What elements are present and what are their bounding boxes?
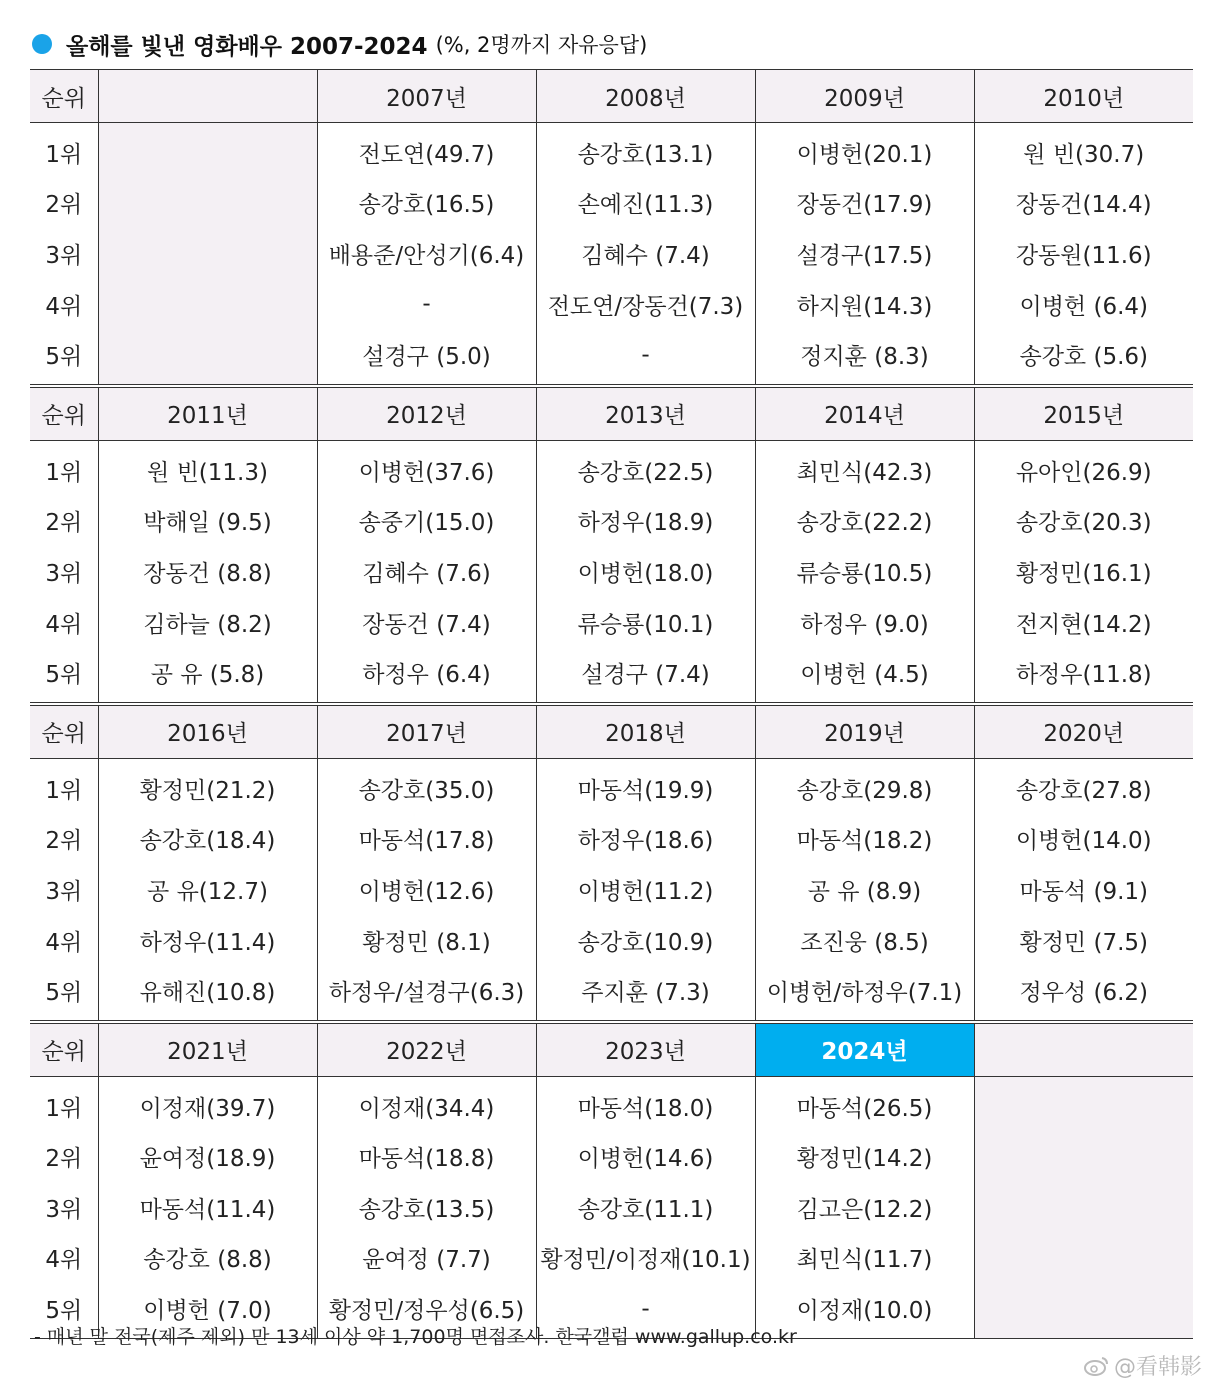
rank-label: 1위 <box>45 141 83 168</box>
actor-cell: 배용준/안성기(6.4) <box>317 228 536 279</box>
actor-cell: 설경구 (5.0) <box>317 329 536 386</box>
actor-cell: 황정민/정우성(6.5) <box>317 1283 536 1338</box>
table-row <box>30 965 1193 1022</box>
rank-label: 5위 <box>45 344 83 371</box>
actor-cell: 이병헌(14.0) <box>974 814 1193 865</box>
table-row <box>30 279 1193 330</box>
actor-cell: 김혜수 (7.6) <box>317 546 536 597</box>
actor-cell: 이병헌(18.0) <box>536 546 755 597</box>
rank-header: 순위 <box>30 70 98 123</box>
blank-cell <box>98 123 317 178</box>
actor-cell: 송중기(15.0) <box>317 496 536 547</box>
actor-cell: - <box>317 279 536 330</box>
year-header: 2017년 <box>317 704 536 759</box>
actor-cell: 황정민(14.2) <box>755 1132 974 1183</box>
rank-label: 2위 <box>45 510 83 537</box>
actor-cell: 송강호(10.9) <box>536 915 755 966</box>
blank-cell <box>974 1132 1193 1183</box>
table-row <box>30 123 1193 178</box>
actor-cell: 정지훈 (8.3) <box>755 329 974 386</box>
actor-cell: 원 빈(11.3) <box>98 440 317 495</box>
actor-cell: 유아인(26.9) <box>974 440 1193 495</box>
year-header: 2013년 <box>536 386 755 441</box>
actor-cell: 장동건 (7.4) <box>317 597 536 648</box>
actor-cell: 손예진(11.3) <box>536 178 755 229</box>
actor-cell: 이정재(34.4) <box>317 1076 536 1131</box>
header-row <box>30 704 1193 759</box>
table-row <box>30 758 1193 813</box>
table-row <box>30 1076 1193 1131</box>
actor-cell: 송강호(35.0) <box>317 758 536 813</box>
actor-cell: 송강호 (5.6) <box>974 329 1193 386</box>
ranking-table <box>30 69 1193 1339</box>
actor-cell: 송강호(20.3) <box>974 496 1193 547</box>
blank-header-cell <box>974 1022 1193 1077</box>
year-header: 2009년 <box>755 70 974 123</box>
actor-cell: 마동석(18.2) <box>755 814 974 865</box>
year-header: 2012년 <box>317 386 536 441</box>
table-block <box>30 1022 1193 1338</box>
actor-cell: 송강호(27.8) <box>974 758 1193 813</box>
actor-cell: 하정우(18.9) <box>536 496 755 547</box>
actor-cell: 마동석(11.4) <box>98 1182 317 1233</box>
year-header: 2019년 <box>755 704 974 759</box>
rank-label: 2위 <box>45 828 83 855</box>
actor-cell: 최민식(11.7) <box>755 1233 974 1284</box>
rank-label: 5위 <box>45 662 83 689</box>
actor-cell: 이병헌(11.2) <box>536 864 755 915</box>
rank-label: 4위 <box>45 929 83 956</box>
actor-cell: 설경구(17.5) <box>755 228 974 279</box>
table-row <box>30 597 1193 648</box>
rank-label: 1위 <box>45 1095 83 1122</box>
actor-cell: 설경구 (7.4) <box>536 647 755 704</box>
actor-cell: 황정민(21.2) <box>98 758 317 813</box>
actor-cell: 장동건 (8.8) <box>98 546 317 597</box>
actor-cell: 최민식(42.3) <box>755 440 974 495</box>
actor-cell: 황정민 (7.5) <box>974 915 1193 966</box>
year-header: 2022년 <box>317 1022 536 1077</box>
table-block <box>30 704 1193 1022</box>
actor-cell: 송강호(13.5) <box>317 1182 536 1233</box>
actor-cell: 송강호(16.5) <box>317 178 536 229</box>
actor-cell: 송강호(13.1) <box>536 123 755 178</box>
weibo-logo-icon <box>1084 1355 1110 1377</box>
actor-cell: 이병헌(14.6) <box>536 1132 755 1183</box>
actor-cell: 공 유 (8.9) <box>755 864 974 915</box>
year-header: 2021년 <box>98 1022 317 1077</box>
header-row <box>30 70 1193 123</box>
page-title: 올해를 빛낸 영화배우 2007-2024 <box>66 33 428 60</box>
actor-cell: 황정민/이정재(10.1) <box>536 1233 755 1284</box>
actor-cell: 이병헌(37.6) <box>317 440 536 495</box>
actor-cell: 류승룡(10.5) <box>755 546 974 597</box>
year-header: 2010년 <box>974 70 1193 123</box>
table-row <box>30 647 1193 704</box>
page-subtitle: (%, 2명까지 자유응답) <box>435 33 648 57</box>
actor-cell: 마동석(26.5) <box>755 1076 974 1131</box>
actor-cell: 박해일 (9.5) <box>98 496 317 547</box>
actor-cell: 마동석(18.0) <box>536 1076 755 1131</box>
actor-cell: 이병헌 (6.4) <box>974 279 1193 330</box>
year-header: 2008년 <box>536 70 755 123</box>
rank-label: 2위 <box>45 1146 83 1173</box>
watermark-text: @看韩影 <box>1113 1355 1202 1380</box>
footnote: - 매년 말 전국(제주 제외) 만 13세 이상 약 1,700명 면접조사. 한국갤럽 www.gallup.co.kr <box>34 1326 797 1348</box>
year-header: 2023년 <box>536 1022 755 1077</box>
actor-cell: 조진웅 (8.5) <box>755 915 974 966</box>
rank-label: 1위 <box>45 777 83 804</box>
actor-cell: 황정민 (8.1) <box>317 915 536 966</box>
actor-cell: 마동석(18.8) <box>317 1132 536 1183</box>
actor-cell: 하정우(18.6) <box>536 814 755 865</box>
table-row <box>30 864 1193 915</box>
rank-label: 2위 <box>45 192 83 219</box>
actor-cell: 강동원(11.6) <box>974 228 1193 279</box>
title-row <box>32 24 647 64</box>
rank-label: 3위 <box>45 1196 83 1223</box>
actor-cell: 전지현(14.2) <box>974 597 1193 648</box>
rank-label: 5위 <box>30 1283 98 1338</box>
blank-cell <box>974 1076 1193 1131</box>
rank-header: 순위 <box>30 704 98 759</box>
blank-cell <box>98 279 317 330</box>
actor-cell: 하정우 (6.4) <box>317 647 536 704</box>
actor-cell: 마동석(19.9) <box>536 758 755 813</box>
year-header: 2018년 <box>536 704 755 759</box>
actor-cell: 김고은(12.2) <box>755 1182 974 1233</box>
blank-cell <box>974 1283 1193 1338</box>
actor-cell: 원 빈(30.7) <box>974 123 1193 178</box>
rank-label: 5위 <box>45 980 83 1007</box>
table-block <box>30 386 1193 704</box>
rank-label: 3위 <box>45 242 83 269</box>
actor-cell: 이병헌(20.1) <box>755 123 974 178</box>
rank-label: 4위 <box>45 1247 83 1274</box>
blank-cell <box>974 1233 1193 1284</box>
table-row <box>30 814 1193 865</box>
year-header: 2014년 <box>755 386 974 441</box>
actor-cell: 송강호(22.5) <box>536 440 755 495</box>
actor-cell: 마동석 (9.1) <box>974 864 1193 915</box>
actor-cell: 유해진(10.8) <box>98 965 317 1022</box>
year-header: 2011년 <box>98 386 317 441</box>
actor-cell: 전도연/장동건(7.3) <box>536 279 755 330</box>
actor-cell: 김혜수 (7.4) <box>536 228 755 279</box>
actor-cell: - <box>536 329 755 386</box>
blank-header-cell <box>98 70 317 123</box>
table-row <box>30 546 1193 597</box>
actor-cell: 송강호 (8.8) <box>98 1233 317 1284</box>
rank-label: 3위 <box>45 560 83 587</box>
actor-cell: 윤여정 (7.7) <box>317 1233 536 1284</box>
table-row <box>30 329 1193 386</box>
actor-cell: 이정재(10.0) <box>755 1283 974 1338</box>
table-row <box>30 1132 1193 1183</box>
actor-cell: 황정민(16.1) <box>974 546 1193 597</box>
actor-cell: 하정우/설경구(6.3) <box>317 965 536 1022</box>
actor-cell: 윤여정(18.9) <box>98 1132 317 1183</box>
table-row <box>30 1233 1193 1284</box>
rank-label: 4위 <box>45 611 83 638</box>
year-header: 2007년 <box>317 70 536 123</box>
blank-cell <box>974 1182 1193 1233</box>
table-row <box>30 1182 1193 1233</box>
table-row <box>30 178 1193 229</box>
blank-cell <box>98 178 317 229</box>
actor-cell: 장동건(17.9) <box>755 178 974 229</box>
actor-cell: 하정우(11.4) <box>98 915 317 966</box>
actor-cell: 송강호(22.2) <box>755 496 974 547</box>
actor-cell: 이병헌(12.6) <box>317 864 536 915</box>
table-row <box>30 440 1193 495</box>
table-row <box>30 228 1193 279</box>
header-row <box>30 386 1193 441</box>
blank-cell <box>98 329 317 386</box>
actor-cell: 이병헌 (7.0) <box>98 1283 317 1338</box>
rank-header: 순위 <box>30 1022 98 1077</box>
actor-cell: 송강호(18.4) <box>98 814 317 865</box>
actor-cell: 류승룡(10.1) <box>536 597 755 648</box>
actor-cell: 송강호(29.8) <box>755 758 974 813</box>
actor-cell: 이병헌 (4.5) <box>755 647 974 704</box>
actor-cell: 하정우(11.8) <box>974 647 1193 704</box>
rank-label: 1위 <box>45 459 83 486</box>
actor-cell: 하지원(14.3) <box>755 279 974 330</box>
actor-cell: - <box>536 1283 755 1338</box>
watermark <box>1084 1350 1202 1381</box>
actor-cell: 김하늘 (8.2) <box>98 597 317 648</box>
rank-header: 순위 <box>30 386 98 441</box>
actor-cell: 정우성 (6.2) <box>974 965 1193 1022</box>
year-header: 2020년 <box>974 704 1193 759</box>
actor-cell: 마동석(17.8) <box>317 814 536 865</box>
bullet-icon <box>32 34 52 54</box>
year-header: 2024년 <box>755 1022 974 1077</box>
actor-cell: 공 유 (5.8) <box>98 647 317 704</box>
rank-label: 3위 <box>45 878 83 905</box>
actor-cell: 하정우 (9.0) <box>755 597 974 648</box>
year-header: 2016년 <box>98 704 317 759</box>
rank-label: 4위 <box>45 293 83 320</box>
header-row <box>30 1022 1193 1077</box>
actor-cell: 이병헌/하정우(7.1) <box>755 965 974 1022</box>
actor-cell: 송강호(11.1) <box>536 1182 755 1233</box>
actor-cell: 공 유(12.7) <box>98 864 317 915</box>
blank-cell <box>98 228 317 279</box>
table-row <box>30 915 1193 966</box>
table-row <box>30 496 1193 547</box>
actor-cell: 장동건(14.4) <box>974 178 1193 229</box>
year-header: 2015년 <box>974 386 1193 441</box>
actor-cell: 주지훈 (7.3) <box>536 965 755 1022</box>
actor-cell: 이정재(39.7) <box>98 1076 317 1131</box>
actor-cell: 전도연(49.7) <box>317 123 536 178</box>
table-block <box>30 70 1193 386</box>
